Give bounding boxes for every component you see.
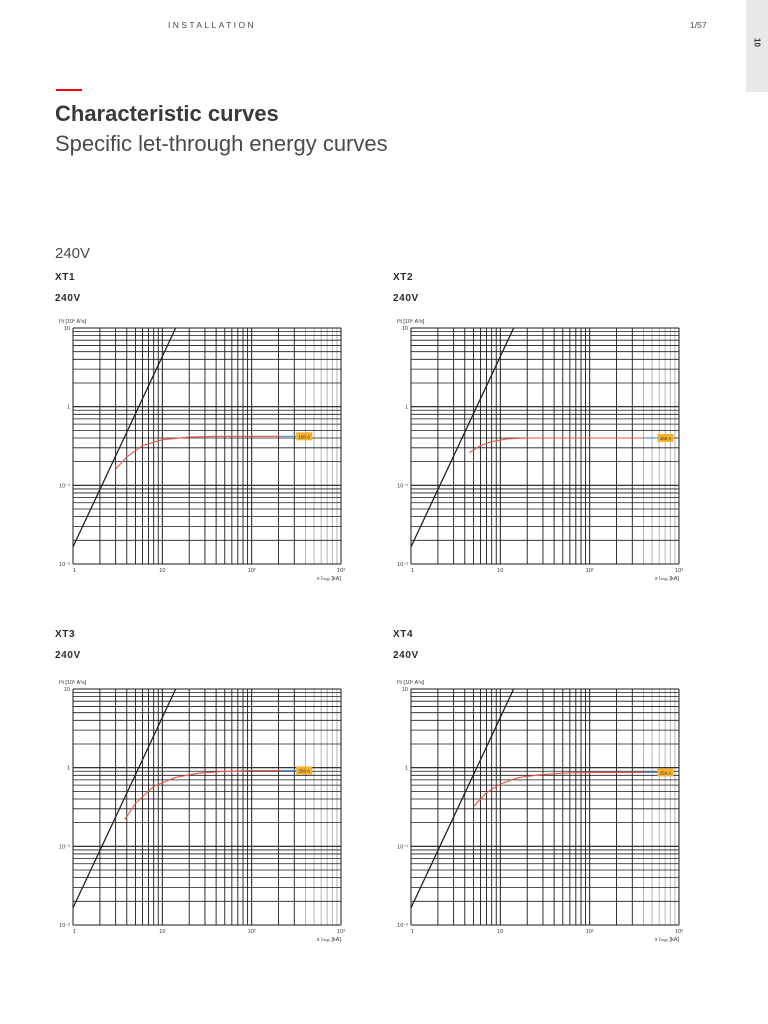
y-tick-label: 10⁻²	[397, 923, 408, 929]
grid	[411, 689, 679, 925]
x-tick-label: 10	[497, 568, 504, 574]
reference-diagonal	[73, 328, 176, 547]
y-axis-label: I²t [10⁶ A²s]	[397, 319, 425, 325]
x-tick-label: 10	[159, 568, 166, 574]
y-tick-label: 1	[66, 404, 70, 411]
page-number: 1/57	[690, 20, 707, 30]
section-header: INSTALLATION	[168, 20, 256, 30]
chart-block-xt2	[393, 271, 693, 582]
chart-xt2	[387, 316, 687, 588]
y-tick-label: 10	[63, 326, 70, 332]
series-line	[473, 772, 643, 806]
chart-xt3	[49, 677, 349, 949]
series-line	[116, 436, 283, 469]
y-tick-label: 10	[401, 687, 408, 693]
curve-label: 250 A	[659, 770, 672, 776]
x-axis-label: x Iₘₐₓ [kA]	[654, 576, 679, 582]
chart-model: XT2	[393, 272, 414, 283]
chart-block-xt3	[55, 628, 355, 943]
y-tick-label: 10⁻²	[59, 923, 70, 929]
y-tick-label: 10⁻¹	[397, 483, 408, 490]
grid	[411, 328, 679, 564]
y-tick-label: 1	[404, 765, 408, 772]
curve-label: 160 A	[298, 434, 311, 440]
x-tick-label: 10²	[585, 568, 594, 574]
y-tick-label: 10⁻²	[397, 562, 408, 568]
page-title: Characteristic curves	[55, 101, 279, 126]
x-tick-label: 10³	[337, 568, 345, 574]
x-tick-label: 10²	[585, 929, 594, 935]
x-tick-label: 10	[497, 929, 504, 935]
y-tick-label: 1	[66, 765, 70, 772]
accent-bar	[56, 89, 82, 91]
grid	[73, 328, 341, 564]
y-axis-label: I²t [10⁶ A²s]	[59, 319, 87, 325]
curve-label: 160 A	[659, 435, 672, 441]
curve-label: 250 A	[298, 768, 311, 774]
chart-model: XT3	[55, 629, 76, 640]
voltage-heading: 240V	[55, 245, 91, 262]
x-axis-label: x Iₘₐₓ [kA]	[316, 576, 341, 582]
x-tick-label: 1	[73, 929, 77, 935]
x-tick-label: 10³	[675, 929, 683, 935]
x-tick-label: 1	[411, 568, 415, 574]
chart-voltage: 240V	[393, 650, 419, 661]
chart-xt4	[387, 677, 687, 949]
y-axis-label: I²t [10⁶ A²s]	[59, 680, 87, 686]
x-tick-label: 1	[411, 929, 415, 935]
page-subtitle: Specific let-through energy curves	[55, 131, 388, 156]
grid	[73, 689, 341, 925]
x-axis-label: x Iₘₐₓ [kA]	[316, 937, 341, 943]
chart-voltage: 240V	[55, 650, 81, 661]
y-tick-label: 10⁻²	[59, 562, 70, 568]
x-tick-label: 10	[159, 929, 166, 935]
chart-model: XT4	[393, 629, 414, 640]
x-axis-label: x Iₘₐₓ [kA]	[654, 937, 679, 943]
chart-voltage: 240V	[393, 293, 419, 304]
y-tick-label: 10	[63, 687, 70, 693]
y-tick-label: 1	[404, 404, 408, 411]
y-tick-label: 10	[401, 326, 408, 332]
x-tick-label: 10³	[337, 929, 345, 935]
y-tick-label: 10⁻¹	[59, 844, 70, 851]
y-tick-label: 10⁻¹	[59, 483, 70, 490]
x-tick-label: 10²	[247, 568, 256, 574]
reference-diagonal	[73, 689, 176, 908]
series-line	[469, 438, 643, 453]
chart-block-xt4	[393, 628, 693, 943]
x-tick-label: 1	[73, 568, 77, 574]
x-tick-label: 10²	[247, 929, 256, 935]
chart-model: XT1	[55, 272, 76, 283]
chart-xt1	[49, 316, 349, 588]
reference-diagonal	[411, 689, 514, 908]
chart-voltage: 240V	[55, 293, 81, 304]
reference-diagonal	[411, 328, 514, 547]
chapter-tab[interactable]	[746, 0, 768, 92]
y-axis-label: I²t [10⁶ A²s]	[397, 680, 425, 686]
x-tick-label: 10³	[675, 568, 683, 574]
chapter-tab-label: 10	[752, 38, 762, 47]
chart-block-xt1	[55, 271, 355, 582]
y-tick-label: 10⁻¹	[397, 844, 408, 851]
